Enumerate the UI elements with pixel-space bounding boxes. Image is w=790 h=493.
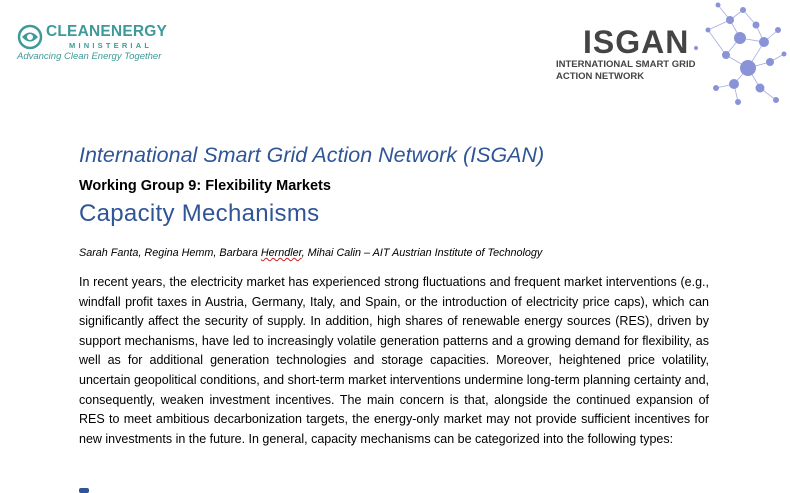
cem-logo-title: CLEANENERGY [46, 23, 168, 40]
network-heading: International Smart Grid Action Network (ISGAN) [79, 143, 545, 167]
isgan-full-name-line-2: ACTION NETWORK [556, 71, 645, 82]
isgan-full-name-line-1: INTERNATIONAL SMART GRID [556, 59, 696, 70]
working-group-heading: Working Group 9: Flexibility Markets [79, 178, 331, 194]
spellcheck-flagged-name: Herndler [260, 247, 302, 259]
cem-logo-tagline: Advancing Clean Energy Together [17, 51, 162, 62]
cem-globe-icon [16, 22, 46, 52]
bullet-marker [79, 488, 89, 493]
clean-energy-ministerial-logo [16, 22, 176, 64]
isgan-full-name [556, 59, 696, 83]
isgan-wordmark: ISGAN [583, 24, 690, 60]
body-paragraph: In recent years, the electricity market has experienced strong fluctuations and frequent market interventions (e.g., windfall profit taxes in Austria, Germany, Italy, and Spain, or the introduction of electricity price caps), which can significantly affect the security of supply. In addition, high shares of renewable energy sources (RES), driven by support mechanisms, have led to increasingly volatile generation patterns and a growing demand for flexibility, as well as for additional generation technologies and storage capacities. Moreover, heightened price volatility, uncertain geopolitical conditions, and short-term market interventions undermine long-term planning certainty and, consequently, weaken investment incentives. The main concern is that, alongside the continued expansion of RES to meet ambitious decarbonization targets, the energy-only market may not provide sufficient incentives for new investments in the future. In general, capacity mechanisms can be categorized into the following types: [79, 275, 709, 446]
cem-logo-subtitle: MINISTERIAL [69, 41, 153, 50]
authors-text-end: , Mihai Calin – AIT Austrian Institute of Technology [301, 247, 543, 259]
document-title: Capacity Mechanisms [79, 200, 320, 227]
author-line [79, 247, 542, 259]
isgan-logo [548, 0, 790, 120]
authors-text-start: Sarah Fanta, Regina Hemm, Barbara [79, 247, 261, 259]
